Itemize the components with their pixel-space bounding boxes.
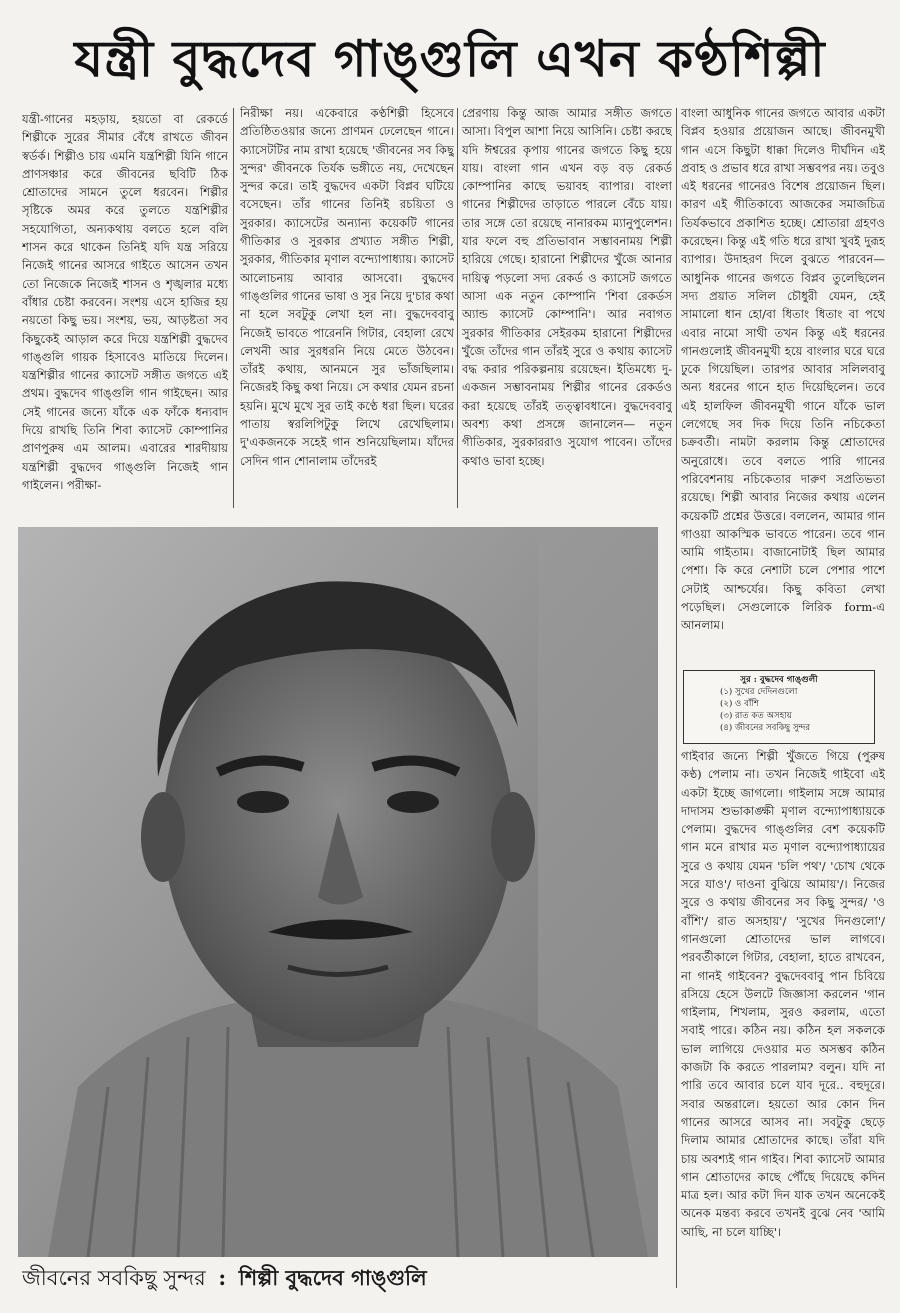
article-column-4-continued (681, 747, 885, 1292)
song-list-box (683, 670, 875, 744)
portrait-image (18, 527, 658, 1257)
caption-separator: : (218, 1265, 227, 1290)
headline: যন্ত্রী বুদ্ধদেব গাঙ্গুলি এখন কণ্ঠশিল্পী (74, 29, 826, 88)
column-divider (676, 108, 677, 1288)
photo-caption (22, 1258, 662, 1298)
song-item: (৩) রাত কত অসহায় (720, 711, 792, 721)
song-item: (১) সুখের দেদিনগুলো (720, 687, 798, 697)
column-2-text: নিরীক্ষা নয়। একেবারে কণ্ঠশিল্পী হিসেবে প্রতিষ্ঠিতওয়ার জন্যে প্রাণমন ঢেলেছেন গানে। ক্যাসেটটির নাম রাখা হয়েছে 'জীবনের সব কিছু সুন্দর' জীবনকে তির্যক ভঙ্গীতে নয়, দেখেছেন সুন্দর করে। তাই বুদ্ধদেব একটা বিপ্লব ঘটিয়ে বসেছেন। তাঁর গানের তিনিই রচয়িতা ও সুরকার। ক্যাসেটের অন্যান্য কয়েকটি গানের গীতিকার ও সুরকার প্রখ্যাত সঙ্গীত শিল্পী, সুরকার, গীতিকার মৃণাল বন্দ্যোপাধ্যায়। ক্যাসেট আলোচনায় আবার আসবো। বুদ্ধদেব গাঙ্গুলির গানের ভাষা ও সুর নিয়ে দু'চার কথা না হলে সবটুকু লেখা হল না। বুদ্ধদেববাবু নিজেই ভাবতে পারেননি গিটার, বেহালা রেখে লেখনী আর সুরধরনি নিয়ে মেতে উঠবেন। তাঁরই কথায়, আনমনে সুর ভাঁজছিলাম। নিজেরই কিছু কথা নিয়ে। সে কথার যেমন রচনা হয়নি। মুখে মুখে সুর তাই কণ্ঠে ধরা ছিল। ঘরের পাতায় স্বরলিপিটুকু লিখে রেখেছিলাম। দু'একজনকে সহেই গান শুনিয়েছিলাম। যাঁদের সেদিন গান শোনালাম তাঁদেরই (240, 106, 454, 468)
caption-credit: শিল্পী বুদ্ধদেব গাঙ্গুলি (238, 1265, 427, 1290)
portrait-photo (18, 527, 658, 1257)
column-4-continued-text: গাইবার জন্যে শিল্পী খুঁজতে গিয়ে (পুরুষ কণ্ঠ) পেলাম না। তখন নিজেই গাইবো এই একটা ইচ্ছে জাগলো। গাইলাম সঙ্গে আমার দাদাসম শুভাকাঙ্ক্ষী মৃণাল বন্দ্যোপাধ্যায়কে পেলাম। বুদ্ধদেব গাঙ্গুলির বেশ কয়েকটি গান মনে রাখার মত মৃণাল বন্দ্যোপাধ্যায়ের সুরে ও কথায় যেমন 'চলি পথ'/ 'চোখ থেকে সরে যাও'/ দাওনা বুঝিয়ে আমায়'/। নিজের সুরে ও কথায় জীবনের সব কিছু সুন্দর/ 'ও বাঁশি'/ রাত অসহায়'/ 'সুখের দিনগুলো'/ গানগুলো শ্রোতাদের ভাল লাগবে। পরবর্তীকালে গিটার, বেহালা, হাতে রাখবেন, না গানই গাইবেন? বুদ্ধদেববাবু পান চিবিয়ে রসিয়ে হেসে উলটে জিজ্ঞাসা করলেন 'গান গাইলাম, শিখলাম, সুরও করলাম, এতো সবাই পারে। কঠিন নয়। কঠিন হল সকলকে ভাল লাগিয়ে দেওয়ার মত অসম্ভব কঠিন কাজটা কি করতে পারলাম? বলুন। যদি না পারি তবে আবার চলে যাব দূরে.. বহুদূরে। সবার অন্তরালে। হয়তো আর কোন দিন গানের আসরে আসব না। সবটুকু ছেড়ে দিলাম আমার শ্রোতাদের কাছে। তাঁরা যদি চায় অবশ্যই গান গাইব। শিবা ক্যাসেট আমার গান শ্রোতাদের কাছে পৌঁছে দিয়েছে কদিন মাত্র হল। আর কটা দিন যাক তখন অনেকেই অনেক মন্তব্য করবে তখনই বুঝে নেব 'আমি আছি, না চলে যাচ্ছি'। (681, 749, 885, 1239)
column-divider (233, 108, 234, 508)
song-item: (২) ও বাঁশি (720, 699, 759, 709)
article-column-1 (22, 110, 228, 510)
song-list (692, 686, 866, 734)
column-4-text: বাংলা আধুনিক গানের জগতে আবার একটা বিপ্লব হওয়ার প্রয়োজন আছে। জীবনমুখী গান এসে কিছুটা ধাক্কা দিলেও দীর্ঘদিন এই প্রবাহ ও প্রভাব ধরে রাখা সম্ভবপর নয়। তবুও এই ধরনের গানেরও বিশেষ প্রয়োজন ছিল। কারণ এই গীতিকাব্যে আজকের সমাজচিত্র তির্যকভাবে প্রকাশিত হচ্ছে। শ্রোতারা গ্রহণও করেছেন। কিন্তু এই গতি ধরে রাখা খুবই দুরূহ ব্যাপার। উদাহরণ দিলে বুঝতে পারবেন— আধুনিক গানের জগতে বিপ্লব তুলেছিলেন সদ্য প্রয়াত সলিল চৌধুরী যেমন, হেই সামালো ধান হো/বা ধিতাং ধিতাং বা পথে এবার নামো সাথী তখন কিন্তু এই ধরনের গানগুলোই জীবনমুখী হয়ে বাংলার ঘরে ঘরে ঢুকে গিয়েছিল। তারপর আবার সলিলবাবু অন্য ধরনের গানে হাত দিয়েছিলেন। তবে এই হালফিল জীবনমুখী গানে যাঁকে ভাল লেগেছে সব দিক দিয়ে তিনি নচিকেতা চক্রবর্তী। নামটা করলাম কিন্তু শ্রোতাদের অনুরোধে। তবে বলতে পারি গানের পরিবেশনায় নচিকেতার দারুণ সপ্রতিভতা রয়েছে। শিল্পী আবার নিজের কথায় এলেন কয়েকটি প্রশ্নের উত্তরে। বললেন, আমার গান গাওয়া আকস্মিক ভাবতে পারেন। তবে গান আমি গাইতাম। বাজানোটাই ছিল আমার পেশা। কি করে নেশাটা চলে পেশার পাশে সেটাই আশ্চর্যের। কিছু কবিতা লেখা পড়েছিল। সেগুলোকে লিরিক form-এ আনলাম। (681, 106, 885, 633)
article-column-3 (462, 104, 672, 510)
column-divider (457, 108, 458, 508)
song-list-title: সুর : বুদ্ধদেব গাঙ্গুলী (740, 675, 818, 685)
caption-title: জীবনের সবকিছু সুন্দর (22, 1266, 206, 1290)
column-3-text: প্রেরণায় কিন্তু আজ আমার সঙ্গীত জগতে আসা। বিপুল আশা নিয়ে আসিনি। চেষ্টা করছে যদি ঈশ্বরের কৃপায় গানের জগতে কিছু হয়ে যায়। বাংলা গান এখন বড় বড় রেকর্ড কোম্পানির কাছে ভয়াবহ ব্যাপার। বাংলা গানের শিল্পীদের তাড়াতে পারলে বেঁচে যায়। তার সঙ্গে তো রয়েছে নানারকম ম্যানুপুলেশন। যার ফলে বহু প্রতিভাবান সম্ভাবনাময় শিল্পী হারিয়ে গেছে। হারানো শিল্পীদের খুঁজে আনার দায়িত্ব পড়লো সদ্য রেকর্ড ও ক্যাসেট জগতে আসা এক নতুন কোম্পানি 'শিবা রেকর্ডস অ্যান্ড ক্যাসেট কোম্পানি'। আর নবাগত সুরকার গীতিকার সেইরকম হারানো শিল্পীদের খুঁজে তাঁদের গান তাঁরই সুরে ও কথায় ক্যাসেট বদ্ধ করার পরিকল্পনায় রয়েছেন। ইতিমধ্যে দু-একজন সম্ভাবনাময় শিল্পীর গানের রেকর্ডও করা হয়েছে তাঁরই তত্ত্বাবধানে। বুদ্ধদেববাবু অবশ্য কথা প্রসঙ্গে জানালেন— নতুন গীতিকার, সুরকাররাও সুযোগ পাবেন। তাঁদের কথাও ভাবা হচ্ছে। (462, 106, 672, 468)
article-column-4 (681, 104, 885, 674)
column-1-text: যন্ত্রী-গানের মহড়ায়, হয়তো বা রেকর্ডে শিল্পীকে সুরের সীমার বেঁধে রাখতে জীবন স্বর্ডর্ক। শিল্পীও চায় এমনি যন্ত্রশিল্পী যিনি গানে প্রাণসঞ্চার করে জীবনের ছবিটি ঠিক শ্রোতাদের সামনে তুলে ধরবেন। শিল্পীর সৃষ্টিকে অমর করে তুলতে যন্ত্রশিল্পীর সহযোগিতা, অন্যকথায় বলতে হলে বলি শাসন করে থাকেন তিনিই যদি যন্ত্র সরিয়ে নিজেই গানের আসরে গাইতে আসেন তখন তো নিজেকে নিজেই শাসন ও শৃঙ্খলার মধ্যে বাঁধার চেষ্টা করবেন। সংশয় এসে হাজির হয় নয়তো কিছু ভয়। সংশয়, ভয়, আড়ষ্টতা সব কিছুকেই আড়াল করে দিয়ে যন্ত্রশিল্পী বুদ্ধদেব গাঙ্গুলি গায়ক হিসাবেও মাতিয়ে দিলেন। যন্ত্রশিল্পীর গানের ক্যাসেট সঙ্গীত জগতে এই প্রথম। বুদ্ধদেব গাঙ্গুলি গান গাইছেন। আর সেই গানের জন্যে যাঁকে এক ফাঁকে ধন্যবাদ দিয়ে রাখছি তিনি শিবা ক্যাসেট কোম্পানির প্রাণপুরুষ এম আলম। এবারের শারদীয়ায় যন্ত্রশিল্পী বুদ্ধদেব গাঙ্গুলি নিজেই গান গাইলেন। পরীক্ষা- (22, 112, 228, 492)
article-column-2 (240, 104, 454, 510)
song-item: (৪) জীবনের সবকিছু সুন্দর (720, 723, 811, 733)
